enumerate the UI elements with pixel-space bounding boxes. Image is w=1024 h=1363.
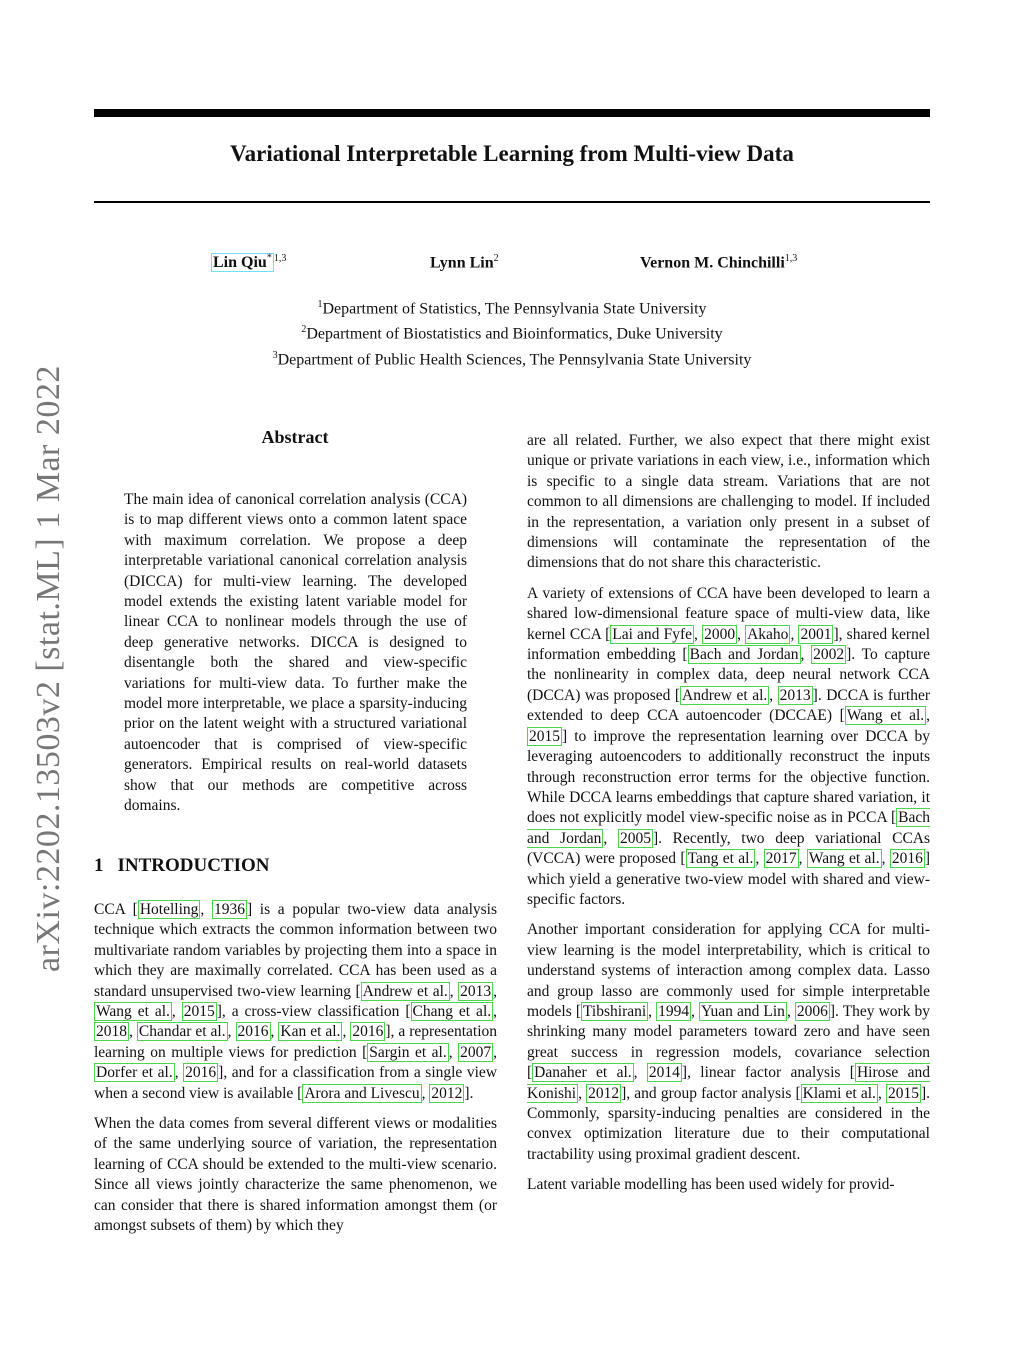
paragraph-text: , bbox=[926, 707, 931, 725]
paragraph-text: , bbox=[174, 1064, 184, 1082]
left-column-body bbox=[94, 900, 497, 1247]
citation-link[interactable]: 2006 bbox=[796, 1002, 828, 1020]
author-3-name: Vernon M. Chinchilli bbox=[640, 254, 785, 272]
paragraph-text: , bbox=[648, 1002, 657, 1020]
title-top-rule bbox=[94, 109, 930, 117]
affiliation-line: $^3$Department of Public Health Sciences, The Pennsylvania State University bbox=[272, 349, 752, 368]
citation-link[interactable]: 2016 bbox=[237, 1023, 269, 1041]
paragraph-text: ]. bbox=[464, 1084, 474, 1102]
paragraph-text: , bbox=[227, 1023, 236, 1041]
paragraph-text: , bbox=[737, 625, 746, 643]
paragraph-text: CCA [ bbox=[94, 901, 138, 918]
affiliation-line: $^2$Department of Biostatistics and Bioinformatics, Duke University bbox=[301, 324, 723, 343]
author-1-name-link[interactable]: Lin Qiu* bbox=[213, 253, 272, 272]
citation-link[interactable]: Klami et al. bbox=[802, 1084, 876, 1102]
citation-link[interactable]: 2015 bbox=[183, 1003, 215, 1021]
paragraph-text: , bbox=[342, 1023, 351, 1041]
section-number: 1 bbox=[94, 855, 104, 876]
paragraph-text: ], a representation learning on multiple views for prediction [ bbox=[94, 1023, 498, 1061]
abstract-text: The main idea of canonical correlation analysis (CCA) is to map different views onto a common latent space with maximum correlation. We propose a deep interpretable variational canonical correlation analysis (DICCA) for multi-view learning. The developed model extends the existing latent variable model for linear CCA to nonlinear models through the use of deep generative networks. DICCA is designed to disentangle both the shared and view-specific variations for multi-view data. To further make the model more interpretable, we place a sparsity-inducing prior on the latent weight with a structured variational autoencoder that is comprised of view-specific generators. Empirical results on real-world datasets show that our methods are competitive across domains. bbox=[124, 491, 467, 815]
citation-link[interactable]: Andrew et al. bbox=[362, 982, 448, 1000]
citation-link[interactable]: 2015 bbox=[529, 727, 560, 745]
body-paragraph bbox=[94, 900, 497, 1104]
paragraph-text: When the data comes from several different views or modalities of the same underlying source of variation, the representation learning of CCA should be extended to the multi-view scenario. Since all views jointly characterize the same phenomenon, we can consider that there is shared information amongst them (or amongst subsets of them) by which they bbox=[94, 1115, 497, 1235]
author-1 bbox=[211, 253, 286, 272]
paragraph-text: , bbox=[786, 1002, 795, 1020]
paper-title: Variational Interpretable Learning from Multi-view Data bbox=[230, 141, 794, 166]
paragraph-text: , bbox=[800, 646, 812, 664]
paragraph-text: ], and for a classification from a single view when a second view is available [ bbox=[94, 1064, 498, 1102]
paragraph-text: A variety of extensions of CCA have been developed to learn a shared low-dimensional feature space of multi-view data, like kernel CCA [ bbox=[527, 584, 930, 643]
citation-link[interactable]: 2015 bbox=[887, 1084, 919, 1102]
paragraph-text: , bbox=[171, 1003, 182, 1021]
paragraph-text: , bbox=[578, 1084, 587, 1102]
paragraph-text: , bbox=[790, 625, 799, 643]
citation-link[interactable]: 2012 bbox=[588, 1084, 620, 1102]
paragraph-text: ] which yield a generative two-view model with shared and view-specific factors. bbox=[527, 850, 931, 908]
paragraph-text: , bbox=[633, 1064, 647, 1082]
citation-link[interactable]: Wang et al. bbox=[808, 850, 880, 868]
citation-link[interactable]: Tibshirani bbox=[583, 1002, 647, 1020]
paragraph-text: ]. Recently, two deep variational CCAs (VCCA) were proposed [ bbox=[527, 829, 931, 868]
citation-link[interactable]: 2017 bbox=[765, 850, 797, 868]
citation-link[interactable]: Arora and Livescu bbox=[304, 1084, 420, 1102]
citation-link[interactable]: Akaho bbox=[747, 625, 789, 643]
citation-link[interactable]: Dorfer et al. bbox=[96, 1064, 173, 1082]
title-bottom-rule bbox=[94, 201, 930, 203]
paragraph-text: ] is a popular two-view data analysis technique which extracts the common information between two multivariate random variables by projecting them into a space in which they are maximally correlated. CCA has been used as a standard unsupervised two-view learning [ bbox=[94, 901, 497, 1000]
author-3 bbox=[640, 253, 797, 272]
citation-link[interactable]: 2016 bbox=[352, 1023, 384, 1041]
paragraph-text: , bbox=[493, 1043, 497, 1061]
paragraph-text: , bbox=[877, 1084, 886, 1102]
paragraph-text: ], and group factor analysis [ bbox=[621, 1084, 801, 1102]
citation-link[interactable]: 2016 bbox=[891, 850, 923, 868]
citation-link[interactable]: 2013 bbox=[779, 686, 811, 704]
citation-link[interactable]: 1994 bbox=[658, 1002, 690, 1020]
body-paragraph bbox=[527, 1175, 930, 1195]
paragraph-text: , bbox=[129, 1023, 137, 1041]
citation-link[interactable]: 2014 bbox=[648, 1064, 680, 1082]
section-heading bbox=[94, 855, 270, 877]
paragraph-text: ], linear factor analysis [ bbox=[681, 1064, 855, 1082]
paragraph-text: ]. Commonly, sparsity-inducing penalties are considered in the convex optimization literature due to their computational tractability using proximal gradient descent. bbox=[527, 1084, 931, 1163]
paragraph-text: , bbox=[493, 1003, 497, 1021]
author-3-affiliation: 1,3 bbox=[784, 253, 798, 264]
citation-link[interactable]: Wang et al. bbox=[96, 1003, 170, 1021]
author-1-affiliation: 1,3 bbox=[273, 253, 287, 264]
citation-link[interactable]: Bach and Jordan bbox=[527, 809, 930, 847]
paragraph-text: , bbox=[691, 1002, 700, 1020]
citation-link[interactable]: 1936 bbox=[213, 901, 245, 918]
paragraph-text: ] to improve the representation learning over DCCA by leveraging autoencoders to additionally reconstruct the inputs through reconstruction error terms for the objective function. While DCCA learns embeddings that capture shared variation, it does not explicitly model view-specific noise as in PCCA [ bbox=[527, 727, 930, 827]
author-2-affiliation: 2 bbox=[493, 253, 499, 264]
paragraph-text: ], a cross-view classification [ bbox=[216, 1003, 411, 1021]
citation-link[interactable]: Lai and Fyfe bbox=[612, 625, 693, 643]
arxiv-identifier: arXiv:2202.13503v2 [stat.ML] 1 Mar 2022 bbox=[30, 365, 67, 972]
body-paragraph bbox=[527, 584, 930, 911]
citation-link[interactable]: 2013 bbox=[460, 982, 492, 1000]
paragraph-text: , bbox=[493, 982, 497, 1000]
paragraph-text: ]. To capture the nonlinearity in complex data, deep neural network CCA (DCCA) was proposed [ bbox=[527, 646, 931, 704]
paragraph-text: , bbox=[798, 850, 807, 868]
citation-link[interactable]: Hotelling bbox=[139, 901, 199, 918]
citation-link[interactable]: Andrew et al. bbox=[682, 686, 768, 704]
paragraph-text: Another important consideration for applying CCA for multi-view learning is the model interpretability, which is critical to understand systems of interaction among complex data. Lasso and group lasso are commonly used for simple interpretable models [ bbox=[527, 921, 930, 1020]
paragraph-text: , bbox=[270, 1023, 279, 1041]
author-2-name: Lynn Lin bbox=[430, 254, 494, 272]
paragraph-text: are all related. Further, we also expect that there might exist unique or private variations in each view, i.e., information which is specific to a single data stream. Variations that are not common to all dimensions are challenging to model. If included in the representation, a variation only present in a subset of dimensions will contaminate the representation of the dimensions that do not share this characteristic. bbox=[527, 432, 930, 572]
paragraph-text: ]. DCCA is further extended to deep CCA autoencoder (DCCAE) [ bbox=[527, 686, 930, 725]
citation-link[interactable]: 2005 bbox=[619, 829, 651, 847]
citation-link[interactable]: 2000 bbox=[704, 625, 736, 643]
body-paragraph bbox=[527, 431, 930, 574]
paragraph-text: , bbox=[421, 1084, 430, 1102]
citation-link[interactable]: Yuan and Lin bbox=[701, 1002, 785, 1020]
author-2 bbox=[430, 253, 499, 272]
abstract-heading: Abstract bbox=[261, 427, 329, 447]
citation-link[interactable]: Kan et al. bbox=[280, 1023, 341, 1041]
citation-link[interactable]: 2001 bbox=[800, 625, 832, 643]
section-title: INTRODUCTION bbox=[117, 855, 270, 876]
citation-link[interactable]: 2018 bbox=[96, 1023, 127, 1041]
citation-link[interactable]: 2016 bbox=[185, 1064, 217, 1082]
paragraph-text: ]. They work by shrinking many model parameters toward zero and have seen great success in regression models, covariance selection [ bbox=[527, 1002, 931, 1082]
citation-link[interactable]: 2002 bbox=[813, 646, 845, 664]
body-paragraph bbox=[527, 920, 930, 1165]
citation-link[interactable]: Hirose and Konishi bbox=[527, 1064, 931, 1102]
affiliations bbox=[94, 294, 930, 370]
paragraph-text: , bbox=[755, 850, 764, 868]
paragraph-text: , bbox=[603, 829, 618, 847]
citation-link[interactable]: Bach and Jordan bbox=[689, 646, 799, 664]
paragraph-text: , bbox=[881, 850, 890, 868]
citation-link[interactable]: Tang et al. bbox=[687, 850, 754, 868]
citation-link[interactable]: Chandar et al. bbox=[138, 1023, 226, 1041]
body-paragraph bbox=[94, 1114, 497, 1236]
paragraph-text: , bbox=[448, 1043, 459, 1061]
paragraph-text: ], shared kernel information embedding [ bbox=[527, 625, 931, 664]
paragraph-text: Latent variable modelling has been used widely for provid- bbox=[527, 1176, 895, 1194]
paragraph-text: , bbox=[769, 686, 778, 704]
affiliation-line: $^1$Department of Statistics, The Pennsylvania State University bbox=[317, 299, 707, 318]
right-column-body bbox=[527, 431, 930, 1206]
paragraph-text: , bbox=[200, 901, 212, 918]
paragraph-text: , bbox=[694, 625, 703, 643]
citation-link[interactable]: Sargin et al. bbox=[369, 1043, 447, 1061]
citation-link[interactable]: 2007 bbox=[460, 1043, 492, 1061]
citation-link[interactable]: Danaher et al. bbox=[534, 1064, 632, 1082]
citation-link[interactable]: Wang et al. bbox=[846, 707, 925, 725]
citation-link[interactable]: Chang et al. bbox=[412, 1003, 492, 1021]
paragraph-text: , bbox=[449, 982, 459, 1000]
citation-link[interactable]: 2012 bbox=[431, 1084, 463, 1102]
